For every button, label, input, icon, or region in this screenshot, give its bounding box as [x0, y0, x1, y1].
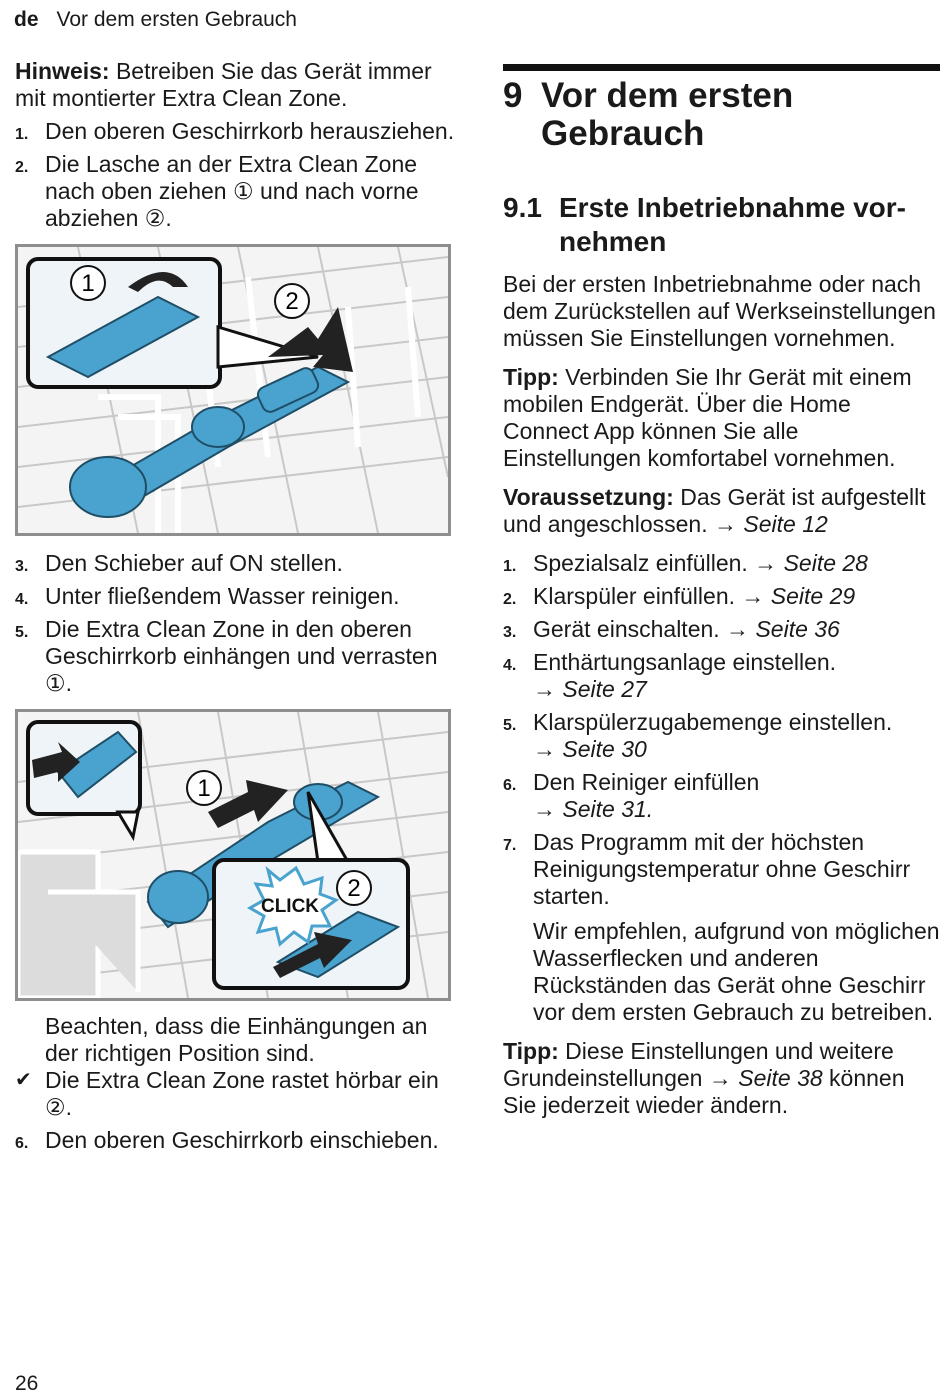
language-code: de: [14, 8, 39, 31]
step-text: Den Reiniger einfüllen: [533, 769, 760, 795]
dishwasher-basket-illustration: [18, 247, 448, 533]
result-step: [15, 1067, 455, 1121]
page-reference-link[interactable]: Seite 31: [562, 796, 647, 822]
page-reference-link[interactable]: Seite 30: [562, 736, 647, 762]
left-column: [15, 58, 455, 1154]
step-text: Enthärtungsanlage einstellen.: [533, 649, 837, 675]
step-4: [15, 583, 455, 610]
step-text: Den oberen Geschirrkorb einschieben.: [45, 1127, 439, 1153]
figure-label: 2: [347, 875, 361, 902]
step-text: Den oberen Geschirrkorb herausziehen.: [45, 118, 455, 144]
tip-text-end: können Sie jederzeit wieder ändern.: [503, 1065, 905, 1118]
setup-step-4: [503, 649, 940, 703]
section-number: 9.1: [503, 192, 542, 223]
section-title: Erste Inbetriebnahme vornehmen: [559, 192, 906, 257]
note-label: Hinweis:: [15, 58, 110, 84]
step-text: Klarspülerzugabemenge einstellen.: [533, 709, 893, 735]
figure-label: 1: [81, 270, 95, 297]
prerequisite: [503, 484, 940, 538]
right-column: [503, 64, 940, 1119]
step-text: Die Extra Clean Zone in den oberen Geschirrkorb einhängen und verrasten ①.: [45, 616, 438, 696]
step-number: 6.: [15, 1135, 29, 1152]
step-number: 6.: [503, 777, 517, 794]
note: [15, 58, 455, 112]
setup-step-3: [503, 616, 940, 643]
step-1: [15, 118, 455, 145]
click-label: CLICK: [260, 896, 320, 917]
step-number: 1.: [15, 126, 29, 143]
tip-label: Tipp:: [503, 1038, 559, 1064]
intro-paragraph: Bei der ersten Inbetriebnahme oder nach dem Zurückstellen auf Werkseinstellungen müssen Sie Einstellungen vornehmen.: [503, 271, 936, 351]
setup-step-1: [503, 550, 940, 577]
setup-step-2: [503, 583, 940, 610]
arrow-icon: →: [533, 736, 563, 762]
figure-label: 2: [285, 288, 299, 315]
step-text: Gerät einschalten. →: [533, 616, 756, 642]
prerequisite-label: Voraussetzung:: [503, 484, 674, 510]
prerequisite-text: Das Gerät ist aufgestellt und angeschlossen. →: [503, 484, 926, 537]
step-text: Die Lasche an der Extra Clean Zone nach oben ziehen ① und nach vorne abziehen ②.: [45, 151, 419, 231]
dishwasher-basket-illustration: [18, 712, 448, 998]
step-text: Die Extra Clean Zone rastet hörbar ein ②.: [45, 1067, 439, 1120]
step-text-end: .: [646, 796, 654, 822]
step-number: 5.: [15, 624, 29, 641]
step-7-note: Wir empfehlen, aufgrund von möglichen Wasserflecken und anderen Rückständen das Gerät ohne Geschirr vor dem ersten Gebrauch zu betreiben.: [533, 918, 940, 1025]
figure-remove-extra-clean-zone: [15, 244, 451, 536]
step-text: Unter fließendem Wasser reinigen.: [45, 583, 400, 609]
step-number: 3.: [15, 558, 29, 575]
checkmark-icon: ✔: [15, 1069, 32, 1091]
step-text: Das Programm mit der höchsten Reinigungstemperatur ohne Geschirr starten.: [533, 829, 911, 909]
tip-text: Verbinden Sie Ihr Gerät mit einem mobilen Endgerät. Über die Home Connect App können Sie alle Einstellungen komfortabel vornehmen.: [503, 364, 912, 471]
tip-label: Tipp:: [503, 364, 559, 390]
step-number: 4.: [503, 657, 517, 674]
section-heading: [503, 191, 940, 259]
step-text: Spezialsalz einfüllen. →: [533, 550, 784, 576]
page-reference-link[interactable]: Seite 28: [783, 550, 868, 576]
header-title: Vor dem ersten Gebrauch: [56, 8, 297, 31]
page-reference-link[interactable]: Seite 12: [743, 511, 828, 537]
page-header: [14, 8, 297, 32]
tip-1: [503, 364, 940, 472]
page-number: 26: [15, 1372, 39, 1395]
setup-step-5: [503, 709, 940, 763]
step-number: 2.: [15, 159, 29, 176]
chapter-heading: [503, 77, 940, 153]
page-reference-link[interactable]: Seite 29: [770, 583, 856, 609]
tip-2: [503, 1038, 940, 1119]
step-5: [15, 616, 455, 697]
step-number: 5.: [503, 717, 517, 734]
arrow-icon: →: [533, 676, 563, 702]
arrow-icon: →: [533, 796, 563, 822]
page-reference-link[interactable]: Seite 36: [755, 616, 840, 642]
step-3: [15, 550, 455, 577]
step-number: 2.: [503, 591, 517, 608]
step-6: [15, 1127, 455, 1154]
chapter-rule: [503, 64, 940, 71]
step-number: 4.: [15, 591, 29, 608]
note-position: Beachten, dass die Einhängungen an der richtigen Position sind.: [45, 1013, 428, 1066]
figure-attach-extra-clean-zone: [15, 709, 451, 1001]
setup-step-6: [503, 769, 940, 823]
step-number: 1.: [503, 558, 517, 575]
step-number: 3.: [503, 624, 517, 641]
step-text: Den Schieber auf ON stellen.: [45, 550, 343, 576]
chapter-number: 9: [503, 76, 523, 115]
page-reference-link[interactable]: Seite 27: [562, 676, 647, 702]
setup-step-7: [503, 829, 940, 910]
step-text: Klarspüler einfüllen. →: [533, 583, 771, 609]
step-number: 7.: [503, 837, 517, 854]
chapter-title: Vor dem ersten Gebrauch: [541, 76, 794, 153]
note-text: Betreiben Sie das Gerät immer mit montierter Extra Clean Zone.: [15, 58, 432, 111]
step-2: [15, 151, 455, 232]
tip-text: Diese Einstellungen und weitere Grundeinstellungen →: [503, 1038, 894, 1091]
page-reference-link[interactable]: Seite 38: [738, 1065, 823, 1091]
figure-label: 1: [197, 775, 211, 802]
